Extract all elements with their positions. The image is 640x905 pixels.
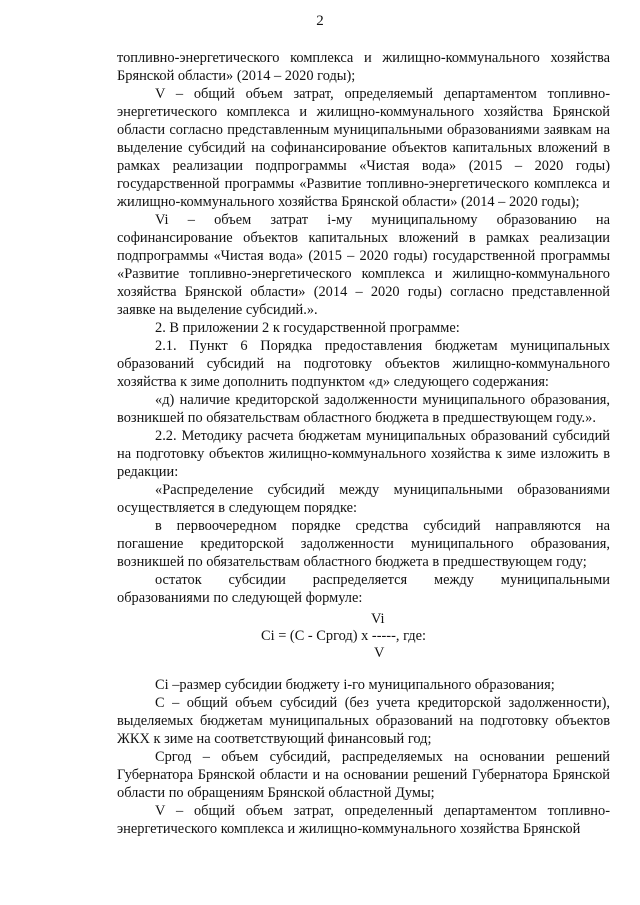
page-number: 2 (316, 13, 324, 29)
definition: Ci –размер субсидии бюджету i-го муниципального образования; (155, 677, 555, 693)
document-body (117, 49, 610, 838)
formula-main-line: Ci = (C - Сргод) x -----, где: (261, 628, 426, 644)
paragraph: топливно-энергетического комплекса и жилищно-коммунального хозяйства Брянской области» (2014 – 2020 годы); (117, 50, 610, 84)
paragraph: 2. В приложении 2 к государственной программе: (155, 320, 460, 336)
paragraph: «Распределение субсидий между муниципальными образованиями осуществляется в следующем порядке: (117, 482, 610, 516)
paragraph: «д) наличие кредиторской задолженности муниципального образования, возникшей по обязательствам областного бюджета в предшествующем году.». (117, 392, 610, 426)
paragraph: 2.1. Пункт 6 Порядка предоставления бюджетам муниципальных образований субсидий на подготовку объектов жилищно-коммунального хозяйства к зиме дополнить подпунктом «д» следующего содержания: (117, 338, 610, 390)
paragraph: в первоочередном порядке средства субсидий направляются на погашение кредиторской задолженности муниципального образования, возникшей по обязательствам областного бюджета в предшествующем году; (117, 518, 610, 570)
distribution-formula (117, 610, 610, 662)
definition: C – общий объем субсидий (без учета кредиторской задолженности), выделяемых бюджетам муниципальных образований на подготовку объектов ЖКХ к зиме на соответствующий финансовый год; (117, 695, 610, 747)
formula-numerator: Vi (371, 611, 385, 627)
paragraph: остаток субсидии распределяется между муниципальными образованиями по следующей формуле: (117, 572, 610, 606)
definition: V – общий объем затрат, определенный департаментом топливно-энергетического комплекса и жилищно-коммунального хозяйства Брянской (117, 803, 610, 837)
formula-denominator: V (374, 645, 385, 661)
paragraph: V – общий объем затрат, определяемый департаментом топливно-энергетического комплекса и жилищно-коммунального хозяйства Брянской области согласно представленным муниципальными образованиями заявкам на выделение субсидий на софинансирование объектов капитальных вложений в рамках реализации подпрограммы «Чистая вода» (2015 – 2020 годы) государственной программы «Развитие топливно-энергетического комплекса и жилищно-коммунального хозяйства Брянской области» (2014 – 2020 годы); (117, 86, 610, 210)
paragraph: Vi – объем затрат i-му муниципальному образованию на софинансирование объектов капитальных вложений в рамках реализации подпрограммы «Чистая вода» (2015 – 2020 годы) государственной программы «Развитие топливно-энергетического комплекса и жилищно-коммунального хозяйства Брянской области» (2014 – 2020 годы) согласно представленной заявке на выделение субсидий.». (117, 212, 610, 318)
definition: Сргод – объем субсидий, распределяемых на основании решений Губернатора Брянской области и на основании решений Губернатора Брянской области по обращениям Брянской областной Думы; (117, 749, 610, 801)
paragraph: 2.2. Методику расчета бюджетам муниципальных образований субсидий на подготовку объектов жилищно-коммунального хозяйства к зиме изложить в редакции: (117, 428, 610, 480)
